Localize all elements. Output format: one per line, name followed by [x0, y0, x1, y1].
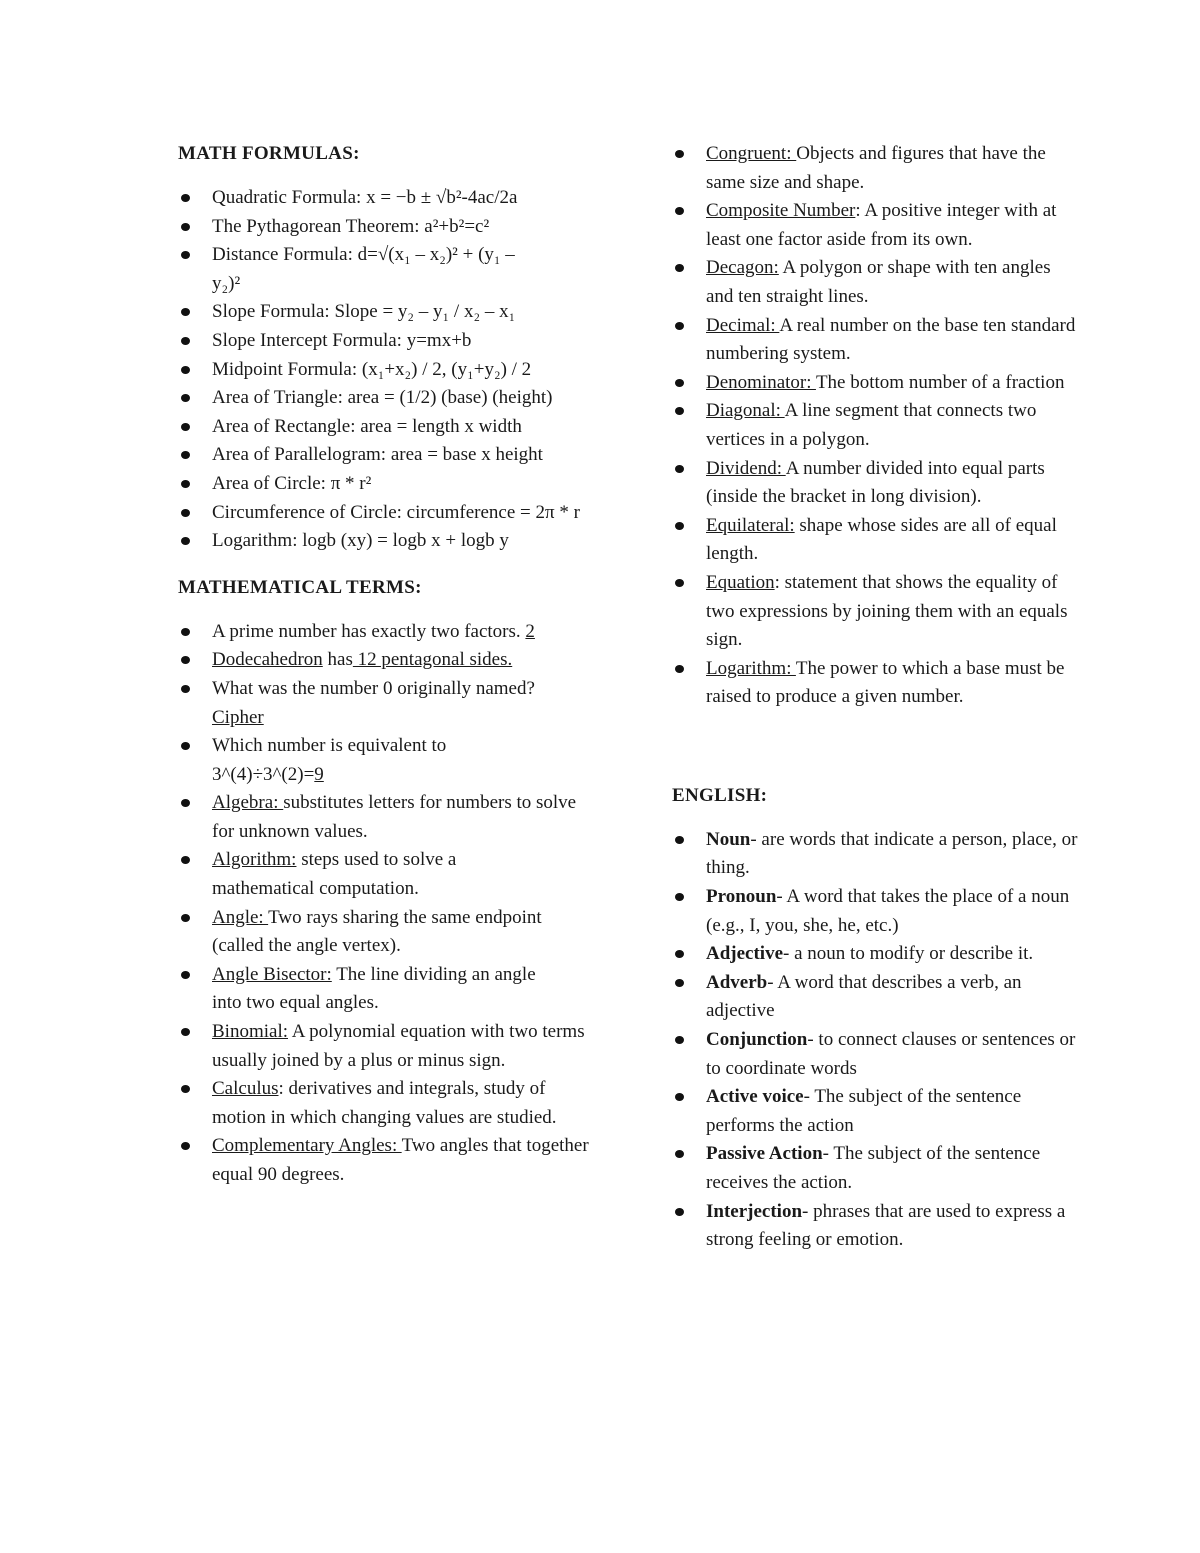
english-list: [672, 826, 1078, 1255]
list-item: [672, 369, 1081, 398]
definition-text: A prime number has exactly two factors.: [212, 620, 526, 642]
list-item: [178, 441, 557, 470]
list-item-text: Area of Triangle: area = (1/2) (base) (height): [212, 387, 553, 409]
definition-text: - a noun to modify or describe it.: [783, 943, 1034, 965]
list-item: Area of Circle: π * r²: [178, 470, 578, 499]
list-item: [178, 961, 557, 1018]
terms-continued-list: [672, 140, 1076, 712]
list-item: [672, 140, 1051, 197]
list-item: [672, 969, 1081, 1026]
definition-text: Two rays sharing the same endpoint (called the angle vertex).: [212, 906, 542, 957]
definition-text: A polynomial equation with two terms usually joined by a plus or minus sign.: [212, 1021, 585, 1071]
term-label: Adverb: [706, 971, 768, 993]
list-item: [672, 826, 1081, 883]
definition-text: - phrases that are used to express a strong feeling or emotion.: [706, 1200, 1066, 1251]
list-item: [672, 1140, 1066, 1197]
left-column: [178, 140, 589, 1208]
list-item: [178, 499, 582, 528]
list-item: [672, 512, 1101, 569]
list-item: [178, 732, 532, 789]
list-item: [178, 384, 557, 413]
list-item: [672, 254, 1081, 311]
term-label: Equation: [706, 571, 775, 593]
term-label: Angle:: [212, 906, 269, 928]
term-label: 9: [314, 763, 324, 785]
definition-text: Two angles that together equal 90 degrees.: [212, 1135, 589, 1185]
term-label: Passive Action: [706, 1143, 823, 1165]
definition-text: - A word that takes the place of a noun (e.g., I, you, she, he, etc.): [706, 886, 1070, 936]
list-item: [672, 569, 1081, 655]
list-item-text: Area of Parallelogram: area = base x height: [212, 444, 543, 466]
definition-text: A real number on the base ten standard numbering system.: [706, 314, 1076, 365]
term-label: Diagonal:: [706, 400, 785, 422]
term-label: Adjective: [706, 943, 784, 965]
definition-text: A number divided into equal parts (inside the bracket in long division).: [706, 457, 1045, 508]
term-label: 2: [525, 620, 535, 642]
list-item: [672, 455, 1091, 512]
definition-text: has: [322, 649, 353, 671]
mathematical-terms-list: [178, 618, 589, 1190]
list-item: The Pythagorean Theorem: a²+b²=c²: [178, 213, 578, 242]
list-item-text: Circumference of Circle: circumference = 2π * r: [212, 501, 580, 523]
list-item: Slope Intercept Formula: y=mx+b: [178, 327, 578, 356]
term-label: Pronoun: [706, 886, 777, 908]
list-item: [178, 904, 552, 961]
list-item: [672, 197, 1071, 254]
definition-text: - to connect clauses or sentences or to coordinate words: [706, 1029, 1076, 1079]
list-item-text: Distance Formula: d=√(x₁ – x₂)² + (y₁ – y₂)²: [212, 244, 515, 294]
list-item-text: Midpoint Formula: (x₁+x₂) / 2, (y₁+y₂) / 2: [212, 358, 532, 380]
definition-text: A polygon or shape with ten angles and ten straight lines.: [706, 257, 1051, 307]
math-formulas-list: [178, 184, 578, 556]
term-label: 12 pentagonal sides.: [352, 649, 513, 671]
definition-text: - are words that indicate a person, place, or thing.: [706, 828, 1078, 879]
definition-text: : A positive integer with at least one factor aside from its own.: [706, 200, 1057, 250]
list-item: [178, 789, 592, 846]
math-formulas-heading: MATH FORMULAS:: [178, 143, 360, 164]
list-item: Quadratic Formula: x = −b ± √b²-4ac/2a: [178, 184, 578, 213]
list-item: [672, 940, 1096, 969]
section-spacer: [672, 730, 1072, 782]
term-label: Congruent:: [706, 143, 797, 164]
definition-text: shape whose sides are all of equal length.: [706, 514, 1057, 565]
list-item: [672, 655, 1081, 712]
list-item: [672, 397, 1091, 454]
definition-text: - The subject of the sentence receives the action.: [706, 1143, 1041, 1193]
list-item: [178, 356, 572, 385]
term-label: Calculus: [212, 1078, 279, 1100]
term-label: Denominator:: [706, 371, 816, 393]
list-item: [178, 846, 552, 903]
list-item: [672, 1198, 1081, 1255]
term-label: Algebra:: [212, 792, 284, 814]
term-label: Decimal:: [706, 314, 780, 336]
list-item: [672, 883, 1096, 940]
list-item: [178, 646, 578, 675]
list-item: Logarithm: logb (xy) = logb x + logb y: [178, 527, 578, 556]
term-label: Active voice: [706, 1086, 804, 1108]
definition-text: : derivatives and integrals, study of motion in which changing values are studied.: [212, 1078, 557, 1128]
right-column: [672, 140, 1078, 1273]
definition-text: steps used to solve a mathematical computation.: [212, 849, 457, 900]
term-label: Algorithm:: [212, 849, 297, 871]
english-heading: ENGLISH:: [672, 784, 768, 806]
list-item: [178, 1075, 557, 1132]
definition-text: The line dividing an angle into two equal angles.: [212, 963, 536, 1014]
list-item: [672, 1026, 1081, 1083]
list-item: [672, 1083, 1066, 1140]
term-label: Binomial:: [212, 1021, 288, 1043]
list-item: [178, 241, 542, 298]
definition-text: The power to which a base must be raised to produce a given number.: [706, 657, 1065, 708]
definition-text: - A word that describes a verb, an adjective: [706, 971, 1022, 1022]
definition-text: What was the number 0 originally named?: [212, 677, 535, 699]
list-item: [178, 1018, 587, 1075]
definition-text: - The subject of the sentence performs the action: [706, 1086, 1022, 1136]
term-label: Angle Bisector:: [212, 963, 332, 985]
term-label: Logarithm:: [706, 657, 796, 679]
term-label: Equilateral:: [706, 514, 795, 536]
list-item: Slope Formula: Slope = y₂ – y₁ / x₂ – x₁: [178, 298, 578, 327]
mathematical-terms-heading: MATHEMATICAL TERMS:: [178, 576, 422, 598]
term-label: Interjection: [706, 1200, 803, 1222]
term-label: Decagon:: [706, 257, 779, 279]
term-label: Noun: [706, 828, 751, 850]
definition-text: A line segment that connects two vertices in a polygon.: [706, 400, 1037, 450]
term-label: Cipher: [212, 706, 264, 728]
list-item: [672, 312, 1091, 369]
term-label: Dividend:: [706, 457, 786, 479]
term-label: Complementary Angles:: [212, 1135, 402, 1157]
term-label: Dodecahedron: [212, 649, 323, 671]
term-label: Composite Number: [706, 200, 856, 222]
definition-text: : statement that shows the equality of two expressions by joining them with an equals sign.: [706, 571, 1068, 651]
list-item: Area of Rectangle: area = length x width: [178, 413, 578, 442]
term-label: Conjunction: [706, 1029, 808, 1051]
list-item: [178, 675, 542, 732]
definition-text: The bottom number of a fraction: [815, 371, 1065, 393]
list-item: [178, 1132, 602, 1189]
definition-text: Which number is equivalent to 3^(4)÷3^(2)=: [212, 735, 447, 785]
list-item: [178, 618, 577, 647]
definition-text: substitutes letters for numbers to solve for unknown values.: [212, 792, 577, 842]
definition-text: Objects and figures that have the same size and shape.: [706, 143, 1046, 193]
